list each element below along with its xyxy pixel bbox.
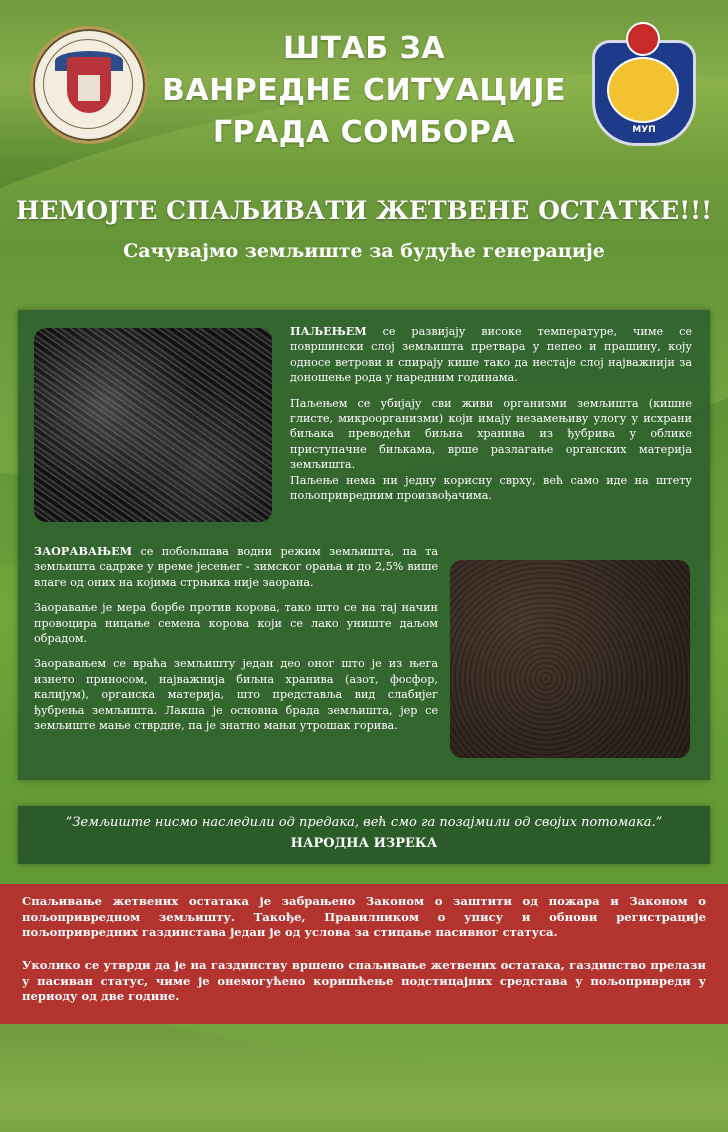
plowing-paragraph-1: ЗАОРАВАЊЕМ се побољшава водни режим земљишта, па та земљишта садрже у време јесењег - зимског орања и до 2,5% више влаге од оних на којима стрњика није заорана. — [34, 544, 438, 589]
plowing-paragraph-2: Заоравање је мера борбе против корова, тако што се на тај начин провоцира ницање семена корова који се лако униште даљом обрадом. — [34, 601, 438, 646]
info-panel — [18, 310, 710, 780]
title-line-1: ШТАБ ЗА — [282, 31, 446, 66]
burning-paragraph-1: ПАЉЕЊЕМ се развијају високе температуре, чиме се површински слој земљишта претвара у пепео и прашину, коју односе ветрови и спирају кише тако да нестаје слој најважнији за доношење рода у наредним годинама. — [290, 324, 692, 385]
main-warning-headline: НЕМОЈТЕ СПАЉИВАТИ ЖЕТВЕНЕ ОСТАТКЕ!!! — [15, 196, 713, 225]
plowed-soil-photo — [450, 560, 690, 758]
legal-paragraph-1: Спаљивање жетвених остатака је забрањено Законом о заштити од пожара и Законом о пољопривредном земљишту. Такође, Правилником о упису и обнови регистрације пољопривредних газдинстава један је од услова за стицање пасивног статуса. — [22, 894, 706, 940]
plowing-paragraph-3: Заоравањем се враћа земљишту један део оног што је из њега изнето приносом, најважнија биљна хранива (азот, фосфор, калијум), органска материја, што представља вид слабијег ђубрења земљишта. Лакша је основна брада земљишта, јер се земљиште мање стврдне, па је знатно мањи утрошак горива. — [34, 657, 438, 733]
folk-saying-box — [18, 806, 710, 864]
burning-text — [290, 324, 692, 513]
plowing-text — [34, 544, 438, 743]
title-line-3: ГРАДА СОМБОРА — [212, 115, 516, 150]
legal-paragraph-2: Уколико се утврди да је на газдинству вршено спаљивање жетвених остатака, газдинство прелази у пасиван статус, чиме је онемогућено коришћење подстицајних средстава у пољопривреди у периоду од две године. — [22, 958, 706, 1004]
subheadline: Сачувајмо земљиште за будуће генерације — [123, 240, 605, 262]
legal-notice-footer — [0, 884, 728, 1024]
burned-field-photo — [34, 328, 272, 522]
burning-paragraph-2: Паљењем се убијају сви живи организми земљишта (кишне глисте, микроорганизми) који имају незамењиву улогу у исхрани биљака преводећи биљна хранива из ђубрива у облике приступачне биљкама, врше разлагање органских материја земљишта. — [290, 396, 692, 472]
quote-text: ”Земљиште нисмо наследили од предака, већ смо га позајмили од својих потомака.” — [65, 815, 663, 830]
mup-label: МУП — [632, 125, 656, 135]
quote-source: НАРОДНА ИЗРЕКА — [290, 836, 438, 851]
burning-paragraph-3: Паљење нема ни једну корисну сврху, већ само иде на штету пољопривредним произвођачима. — [290, 473, 692, 503]
sombor-city-coat-of-arms — [30, 26, 148, 144]
page-title — [150, 28, 578, 154]
title-line-2: ВАНРЕДНЕ СИТУАЦИЈЕ — [162, 73, 566, 108]
mup-emergency-emblem — [592, 22, 690, 140]
